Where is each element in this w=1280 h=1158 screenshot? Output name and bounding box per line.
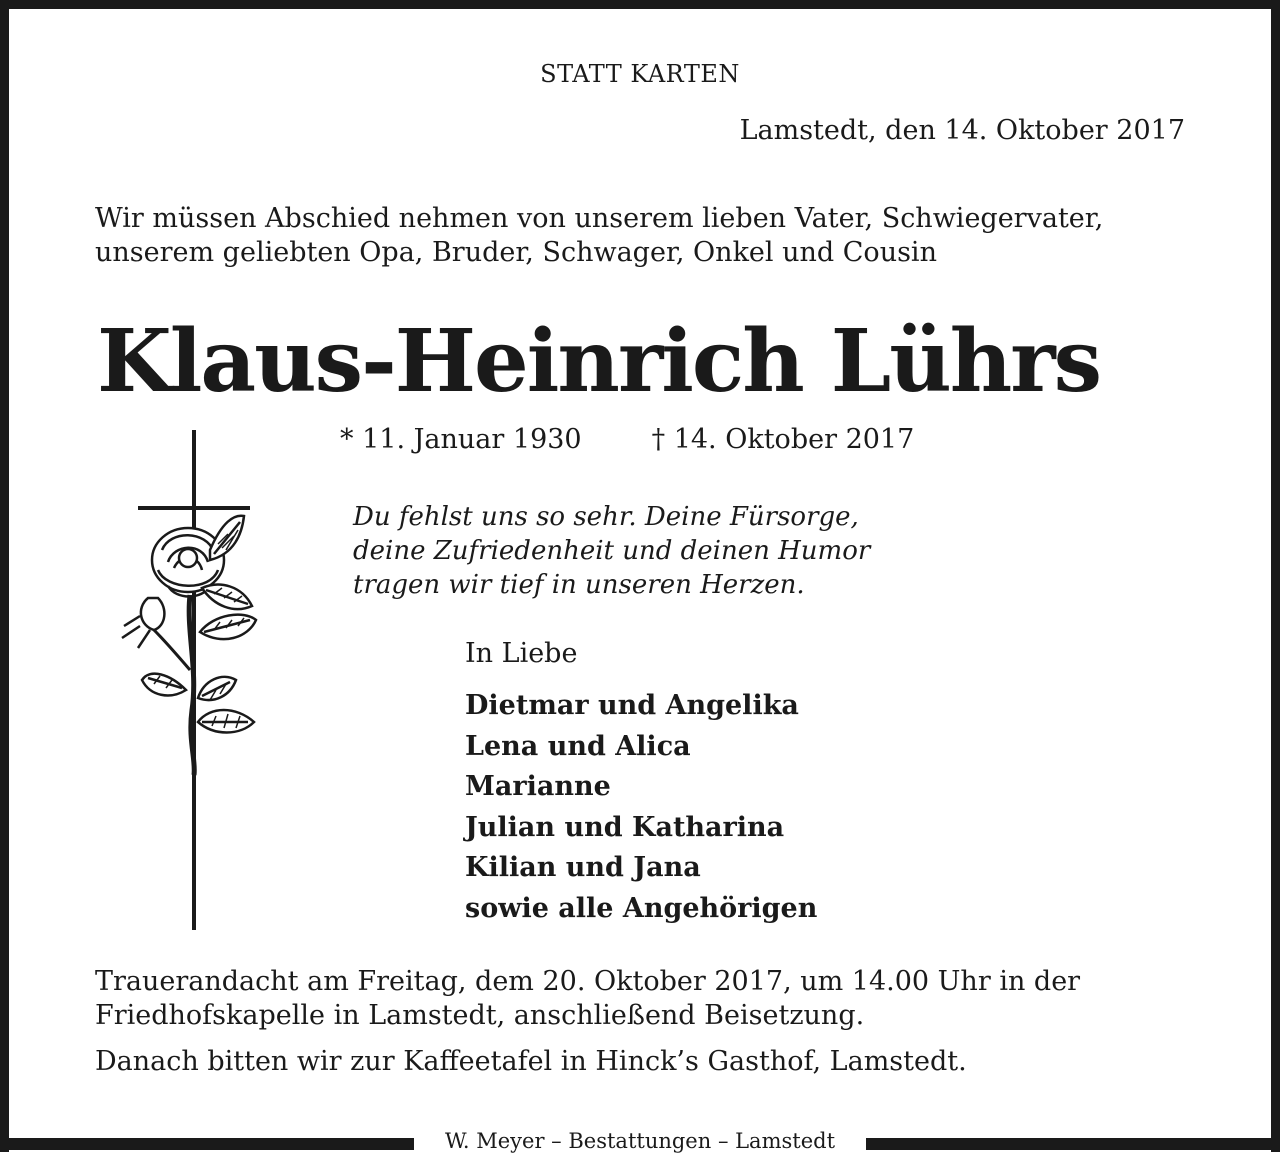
cross-with-rose-icon — [110, 430, 270, 930]
place-date: Lamstedt, den 14. Oktober 2017 — [739, 115, 1185, 146]
intro-line: Wir müssen Abschied nehmen von unserem lieben Vater, Schwiegervater, — [95, 203, 1104, 234]
frame-right-border — [1271, 0, 1280, 1152]
service-line: Friedhofskapelle in Lamstedt, anschließend Beisetzung. — [95, 1000, 865, 1031]
mourner-name: Marianne — [465, 771, 611, 802]
coffee-invitation: Danach bitten wir zur Kaffeetafel in Hinck’s Gasthof, Lamstedt. — [95, 1046, 967, 1077]
mourners-list — [465, 686, 817, 929]
birth-date: * 11. Januar 1930 — [340, 424, 582, 455]
death-date: † 14. Oktober 2017 — [651, 424, 915, 455]
deceased-name: Klaus-Heinrich Lührs — [97, 311, 1101, 412]
service-line: Trauerandacht am Freitag, dem 20. Oktober 2017, um 14.00 Uhr in der — [95, 966, 1081, 997]
quote-line: deine Zufriedenheit und deinen Humor — [353, 536, 871, 566]
service-info — [95, 965, 1080, 1033]
statt-karten-heading: STATT KARTEN — [540, 60, 740, 88]
mourner-name: Kilian und Jana — [465, 852, 701, 883]
mourner-name: Dietmar und Angelika — [465, 690, 799, 721]
intro-text — [95, 202, 1103, 270]
intro-line: unserem geliebten Opa, Bruder, Schwager, Onkel und Cousin — [95, 237, 937, 268]
quote-line: Du fehlst uns so sehr. Deine Fürsorge, — [353, 502, 859, 532]
mourner-name: sowie alle Angehörigen — [465, 892, 818, 924]
mourner-name: Lena und Alica — [465, 730, 691, 762]
memorial-quote — [353, 500, 870, 602]
frame-left-border — [0, 0, 9, 1152]
life-dates — [340, 424, 914, 455]
in-liebe-text: In Liebe — [465, 638, 578, 669]
frame-top-border — [0, 0, 1280, 9]
mourner-name: Julian und Katharina — [465, 811, 785, 843]
frame-bottom-border-right — [866, 1138, 1280, 1150]
quote-line: tragen wir tief in unseren Herzen. — [353, 570, 805, 600]
frame-bottom-border-left — [0, 1138, 414, 1150]
undertaker-footer: W. Meyer – Bestattungen – Lamstedt — [444, 1129, 836, 1153]
